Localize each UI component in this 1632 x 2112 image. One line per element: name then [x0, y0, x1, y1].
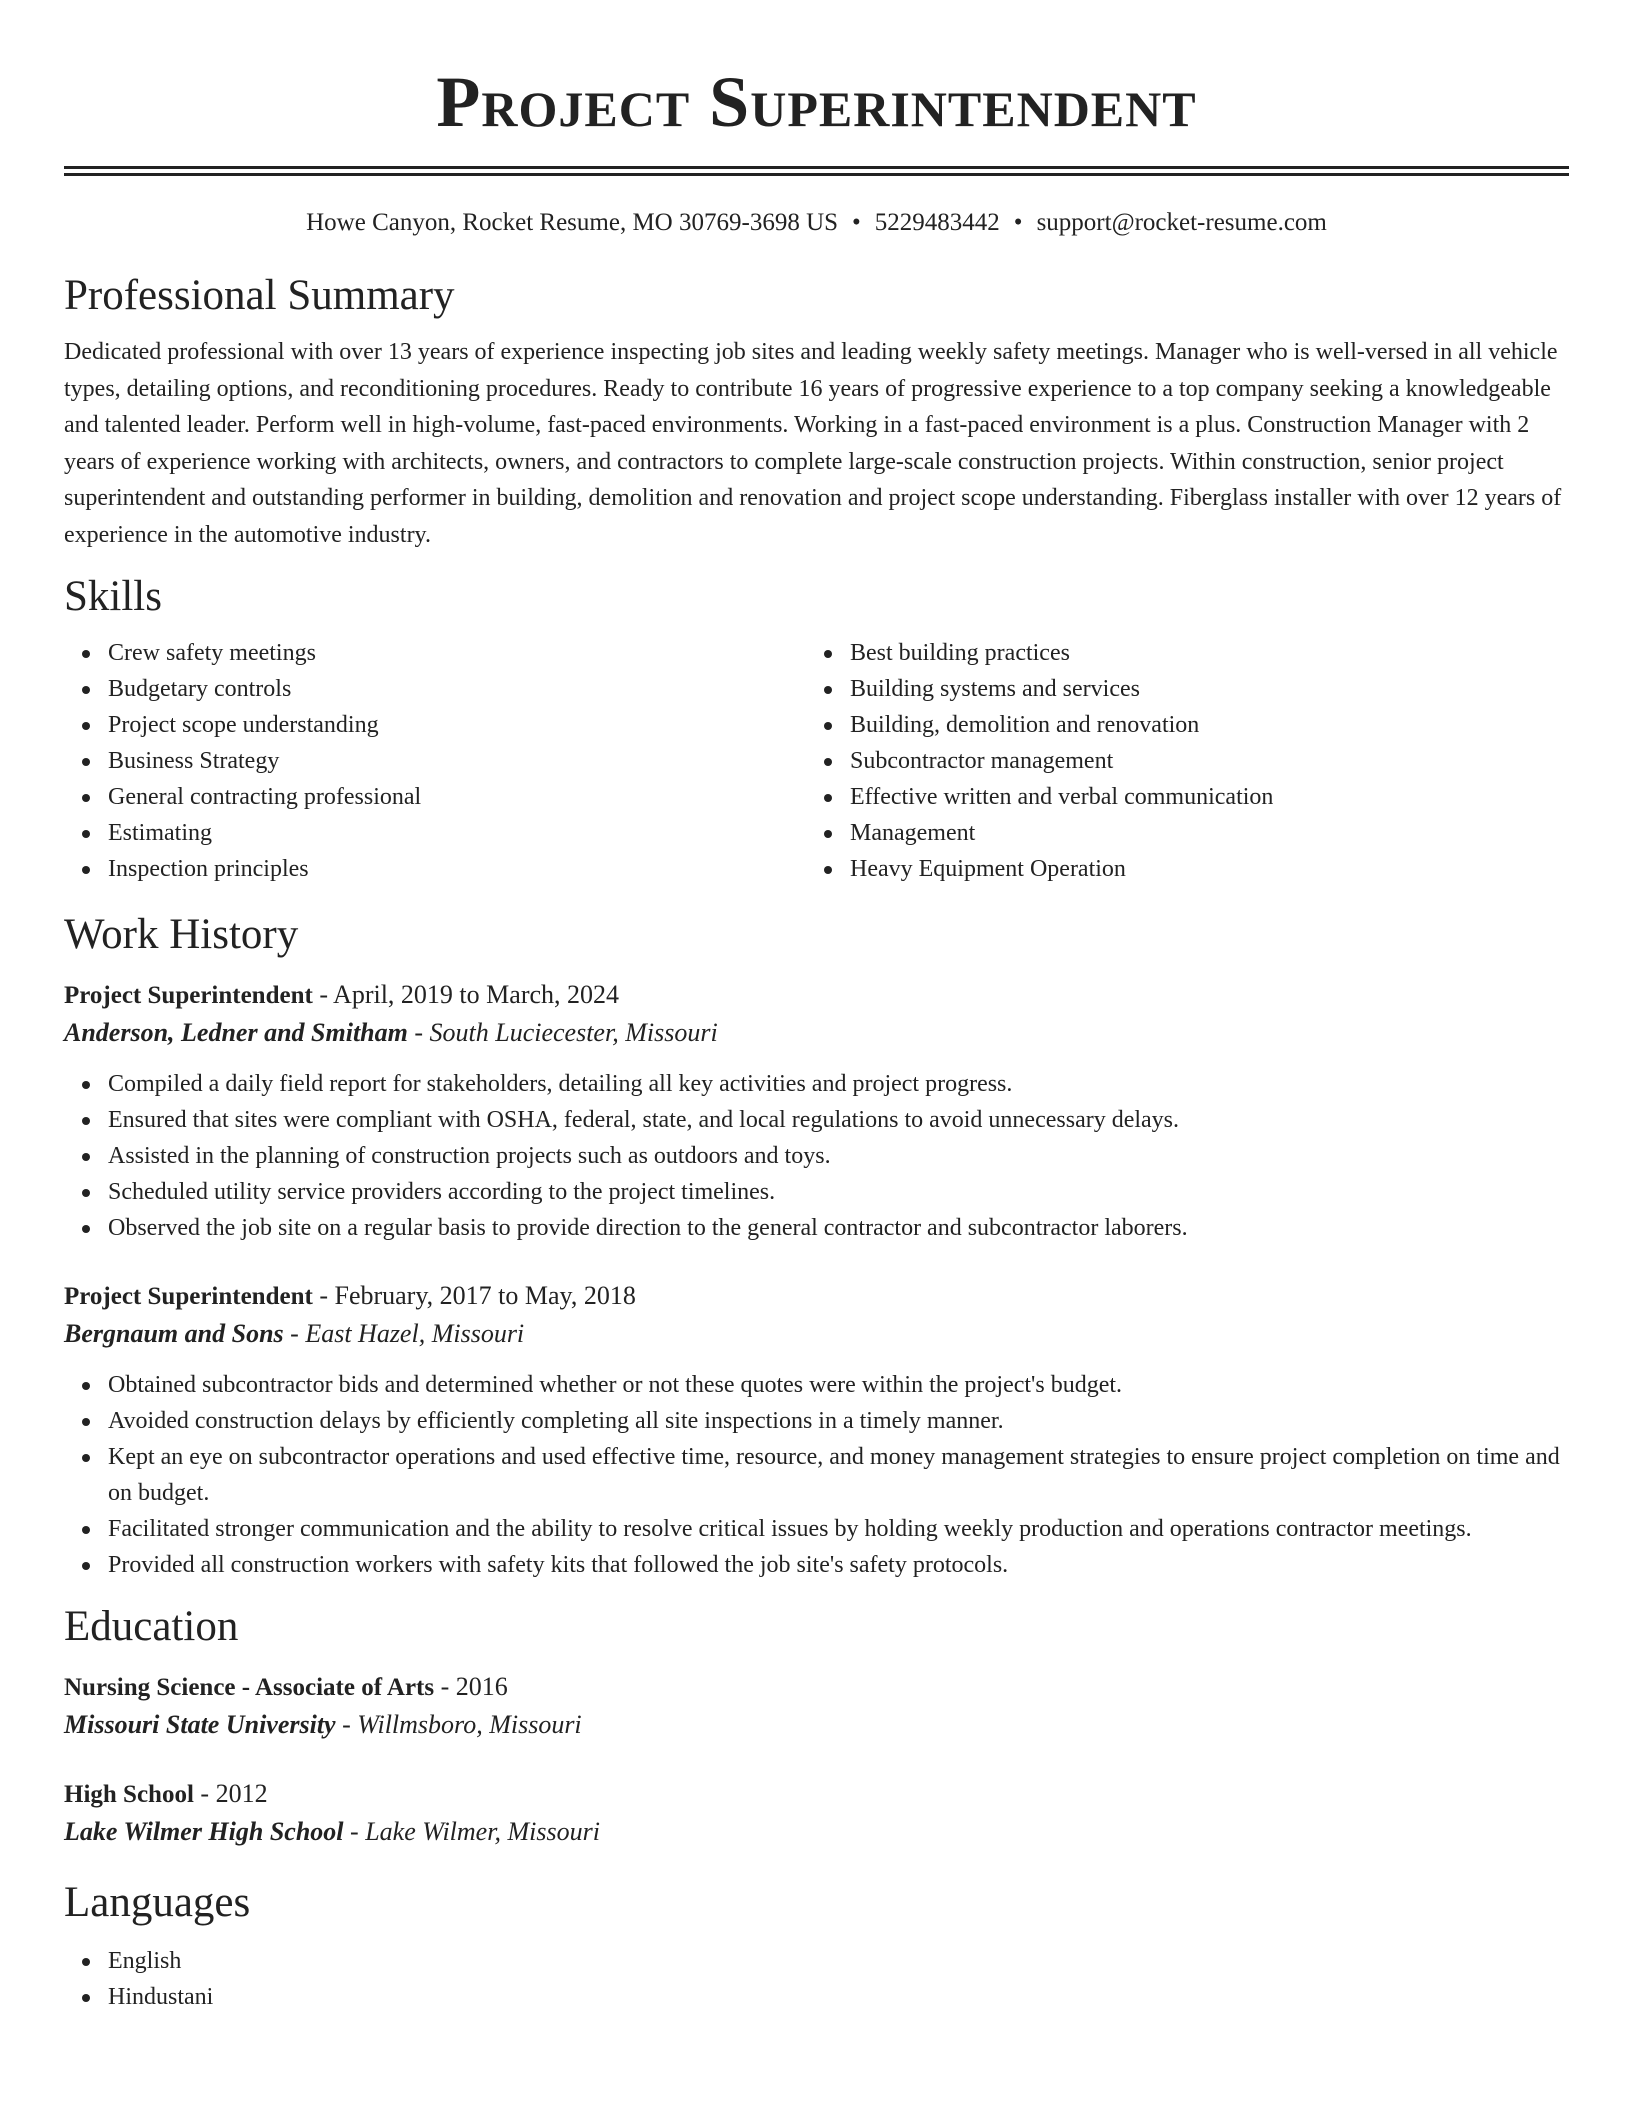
job-entry — [64, 977, 1569, 1246]
skill-item: Crew safety meetings — [108, 635, 806, 671]
skill-item: Heavy Equipment Operation — [850, 851, 1548, 887]
job-duty: Observed the job site on a regular basis to provide direction to the general contractor and subcontractor laborers. — [108, 1210, 1569, 1246]
education-degree-line — [64, 1776, 1569, 1813]
job-duty: Ensured that sites were compliant with OSHA, federal, state, and local regulations to avoid unnecessary delays. — [108, 1102, 1569, 1138]
resume-content — [64, 0, 1569, 2015]
job-dates: - February, 2017 to May, 2018 — [312, 1281, 636, 1310]
job-duty: Scheduled utility service providers according to the project timelines. — [108, 1174, 1569, 1210]
education-school-line — [64, 1813, 1569, 1851]
education-degree-line — [64, 1669, 1569, 1706]
skills-list-right — [806, 635, 1548, 887]
skill-item: Subcontractor management — [850, 743, 1548, 779]
contact-address: Howe Canyon, Rocket Resume, MO 30769-3698 US — [306, 209, 839, 236]
header-divider — [64, 166, 1569, 176]
education-location: - Lake Wilmer, Missouri — [343, 1817, 600, 1846]
education-degree: Nursing Science - Associate of Arts — [64, 1674, 435, 1701]
education-heading: Education — [64, 1603, 239, 1650]
skills-column-left — [64, 635, 806, 887]
job-company: Anderson, Ledner and Smitham — [64, 1018, 408, 1047]
education-year: - 2012 — [193, 1779, 268, 1808]
job-dates: - April, 2019 to March, 2024 — [312, 980, 620, 1009]
job-title-line — [64, 977, 1569, 1014]
job-title-line — [64, 1278, 1569, 1315]
skill-item: Effective written and verbal communication — [850, 779, 1548, 815]
job-duties-list — [64, 1066, 1569, 1246]
skill-item: Estimating — [108, 815, 806, 851]
job-duty: Avoided construction delays by efficiently completing all site inspections in a timely manner. — [108, 1403, 1569, 1439]
skill-item: Building, demolition and renovation — [850, 707, 1548, 743]
job-location: - East Hazel, Missouri — [283, 1319, 525, 1348]
job-role: Project Superintendent — [64, 982, 313, 1009]
job-duty: Facilitated stronger communication and the ability to resolve critical issues by holding weekly production and operations contractor meetings. — [108, 1511, 1569, 1547]
education-degree: High School — [64, 1781, 194, 1808]
job-entry — [64, 1278, 1569, 1583]
job-company-line — [64, 1014, 1569, 1052]
contact-email: support@rocket-resume.com — [1036, 209, 1327, 236]
skill-item: Management — [850, 815, 1548, 851]
skills-list-left — [64, 635, 806, 887]
education-school-line — [64, 1706, 1569, 1744]
language-item: Hindustani — [108, 1979, 1569, 2015]
education-school: Lake Wilmer High School — [64, 1817, 344, 1846]
education-school: Missouri State University — [64, 1710, 336, 1739]
skill-item: General contracting professional — [108, 779, 806, 815]
language-item: English — [108, 1943, 1569, 1979]
job-duty: Kept an eye on subcontractor operations and used effective time, resource, and money management strategies to ensure project completion on time and on budget. — [108, 1439, 1569, 1511]
contact-phone: 5229483442 — [874, 209, 1000, 236]
job-duty: Obtained subcontractor bids and determined whether or not these quotes were within the project's budget. — [108, 1367, 1569, 1403]
job-duty: Provided all construction workers with safety kits that followed the job site's safety protocols. — [108, 1547, 1569, 1583]
job-company: Bergnaum and Sons — [64, 1319, 284, 1348]
languages-heading: Languages — [64, 1879, 251, 1926]
skills-column-right — [806, 635, 1548, 887]
skill-item: Project scope understanding — [108, 707, 806, 743]
summary-text: Dedicated professional with over 13 years of experience inspecting job sites and leading weekly safety meetings. Manager who is well-versed in all vehicle types, detailing options, and reconditioning procedures. Ready to contribute 16 years of progressive experience to a top company seeking a knowledgeable and talented leader. Perform well in high-volume, fast-paced environments. Working in a fast-paced environment is a plus. Construction Manager with 2 years of experience working with architects, owners, and contractors to complete large-scale construction projects. Within construction, senior project superintendent and outstanding performer in building, demolition and renovation and project scope understanding. Fiberglass installer with over 12 years of experience in the automotive industry. — [64, 339, 1562, 548]
skills-heading: Skills — [64, 573, 162, 620]
education-year: - 2016 — [434, 1672, 508, 1701]
job-company-line — [64, 1315, 1569, 1353]
languages-list — [64, 1943, 1569, 2015]
education-entry — [64, 1776, 1569, 1851]
skill-item: Budgetary controls — [108, 671, 806, 707]
education-location: - Willmsboro, Missouri — [335, 1710, 582, 1739]
job-duty: Assisted in the planning of construction projects such as outdoors and toys. — [108, 1138, 1569, 1174]
job-duties-list — [64, 1367, 1569, 1583]
resume-name: Project Superintendent — [436, 62, 1197, 142]
job-duty: Compiled a daily field report for stakeholders, detailing all key activities and project progress. — [108, 1066, 1569, 1102]
job-location: - South Luciecester, Missouri — [407, 1018, 718, 1047]
contact-separator: • — [1013, 209, 1023, 236]
work-history-heading: Work History — [64, 911, 299, 958]
skills-grid — [64, 635, 1569, 887]
skill-item: Inspection principles — [108, 851, 806, 887]
education-entry — [64, 1669, 1569, 1744]
contact-line — [64, 206, 1569, 240]
skill-item: Business Strategy — [108, 743, 806, 779]
skill-item: Best building practices — [850, 635, 1548, 671]
contact-separator: • — [852, 209, 861, 236]
summary-heading: Professional Summary — [64, 272, 455, 319]
job-role: Project Superintendent — [64, 1283, 313, 1310]
skill-item: Building systems and services — [850, 671, 1548, 707]
